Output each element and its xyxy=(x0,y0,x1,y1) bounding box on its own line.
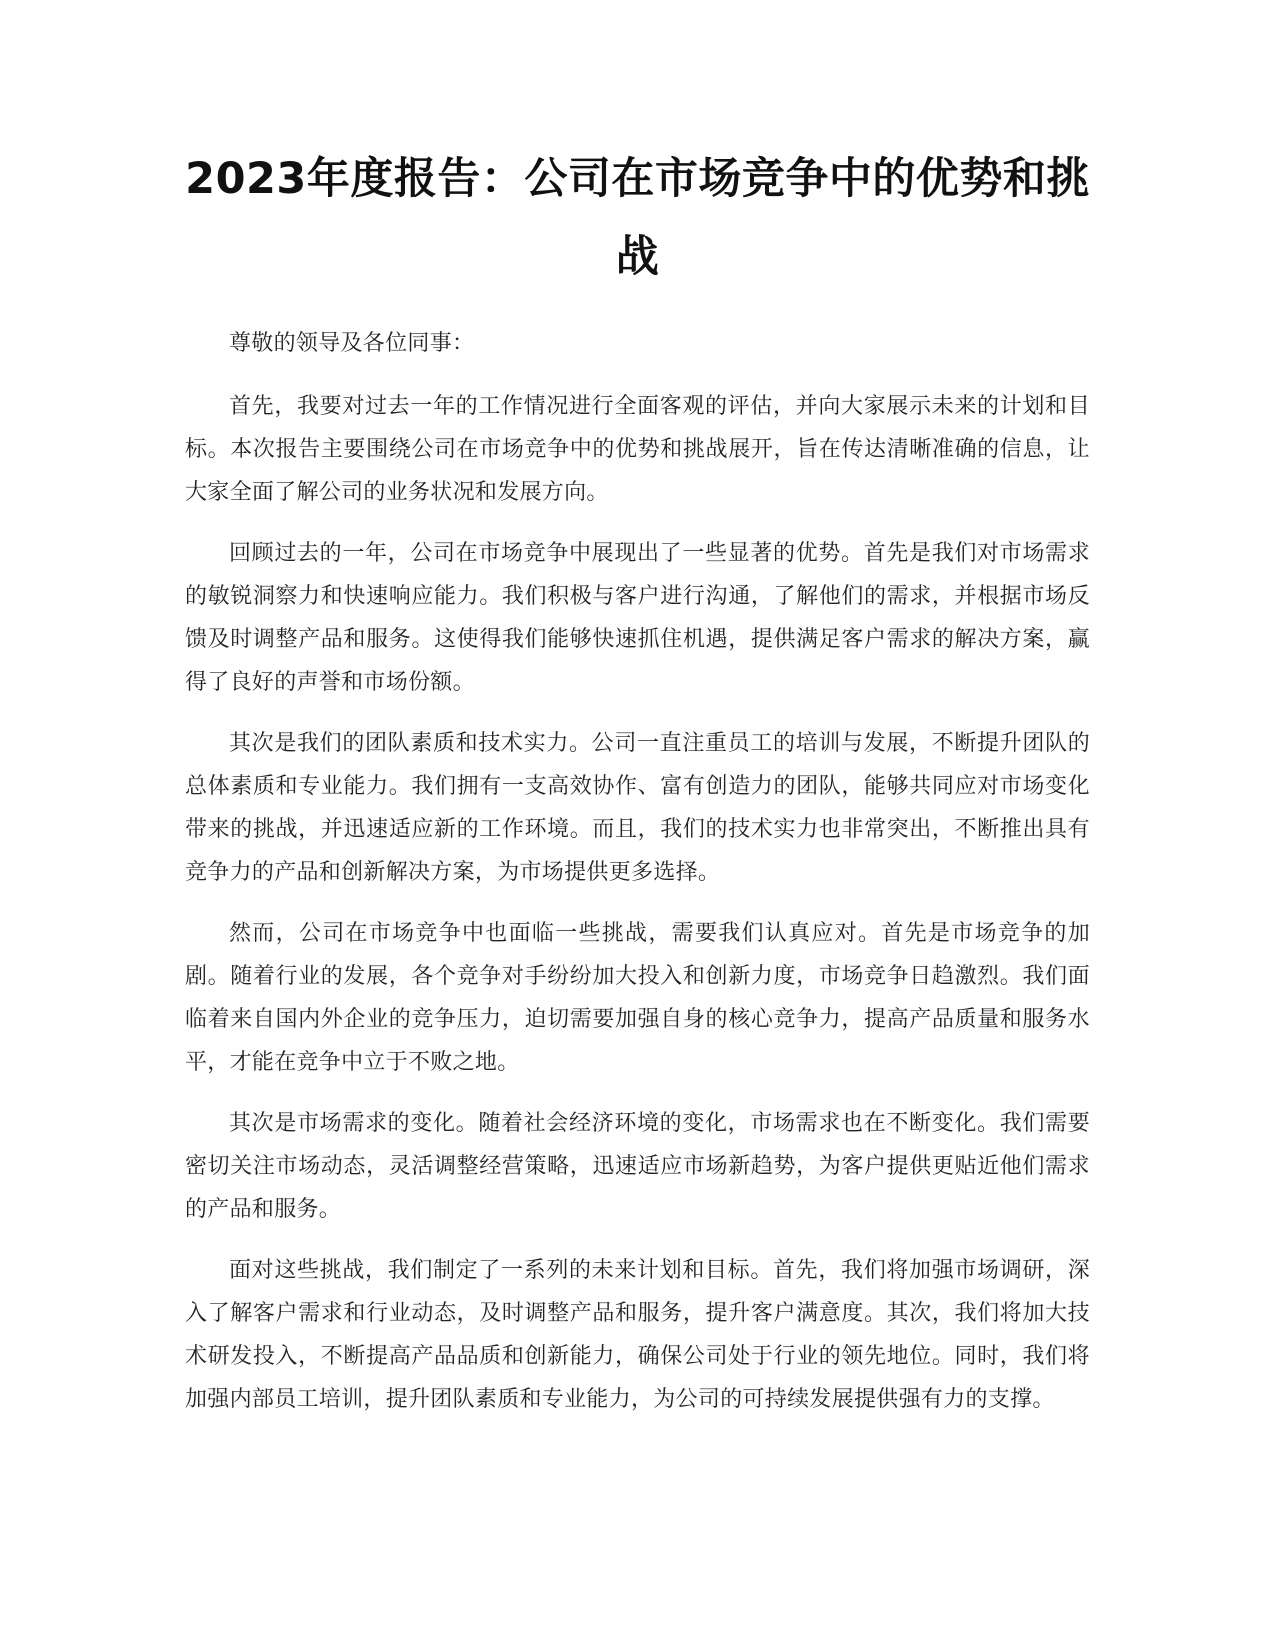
greeting: 尊敬的领导及各位同事： xyxy=(229,331,475,356)
document-page xyxy=(185,140,1090,1439)
paragraph-5: 其次是市场需求的变化。随着社会经济环境的变化，市场需求也在不断变化。我们需要密切关注市场动态，灵活调整经营策略，迅速适应市场新趋势，为客户提供更贴近他们需求的产品和服务。 xyxy=(185,1111,1090,1222)
document-title: 2023年度报告：公司在市场竞争中的优势和挑战 xyxy=(185,154,1090,282)
paragraph-3: 其次是我们的团队素质和技术实力。公司一直注重员工的培训与发展，不断提升团队的总体素质和专业能力。我们拥有一支高效协作、富有创造力的团队，能够共同应对市场变化带来的挑战，并迅速适应新的工作环境。而且，我们的技术实力也非常突出，不断推出具有竞争力的产品和创新解决方案，为市场提供更多选择。 xyxy=(185,731,1090,885)
document-body xyxy=(185,322,1090,1421)
paragraph-2: 回顾过去的一年，公司在市场竞争中展现出了一些显著的优势。首先是我们对市场需求的敏锐洞察力和快速响应能力。我们积极与客户进行沟通，了解他们的需求，并根据市场反馈及时调整产品和服务。这使得我们能够快速抓住机遇，提供满足客户需求的解决方案，赢得了良好的声誉和市场份额。 xyxy=(185,541,1090,695)
paragraph-1: 首先，我要对过去一年的工作情况进行全面客观的评估，并向大家展示未来的计划和目标。本次报告主要围绕公司在市场竞争中的优势和挑战展开，旨在传达清晰准确的信息，让大家全面了解公司的业务状况和发展方向。 xyxy=(185,394,1090,505)
paragraph-4: 然而，公司在市场竞争中也面临一些挑战，需要我们认真应对。首先是市场竞争的加剧。随着行业的发展，各个竞争对手纷纷加大投入和创新力度，市场竞争日趋激烈。我们面临着来自国内外企业的竞争压力，迫切需要加强自身的核心竞争力，提高产品质量和服务水平，才能在竞争中立于不败之地。 xyxy=(185,921,1090,1075)
paragraph-6: 面对这些挑战，我们制定了一系列的未来计划和目标。首先，我们将加强市场调研，深入了解客户需求和行业动态，及时调整产品和服务，提升客户满意度。其次，我们将加大技术研发投入，不断提高产品品质和创新能力，确保公司处于行业的领先地位。同时，我们将加强内部员工培训，提升团队素质和专业能力，为公司的可持续发展提供强有力的支撑。 xyxy=(185,1258,1090,1412)
